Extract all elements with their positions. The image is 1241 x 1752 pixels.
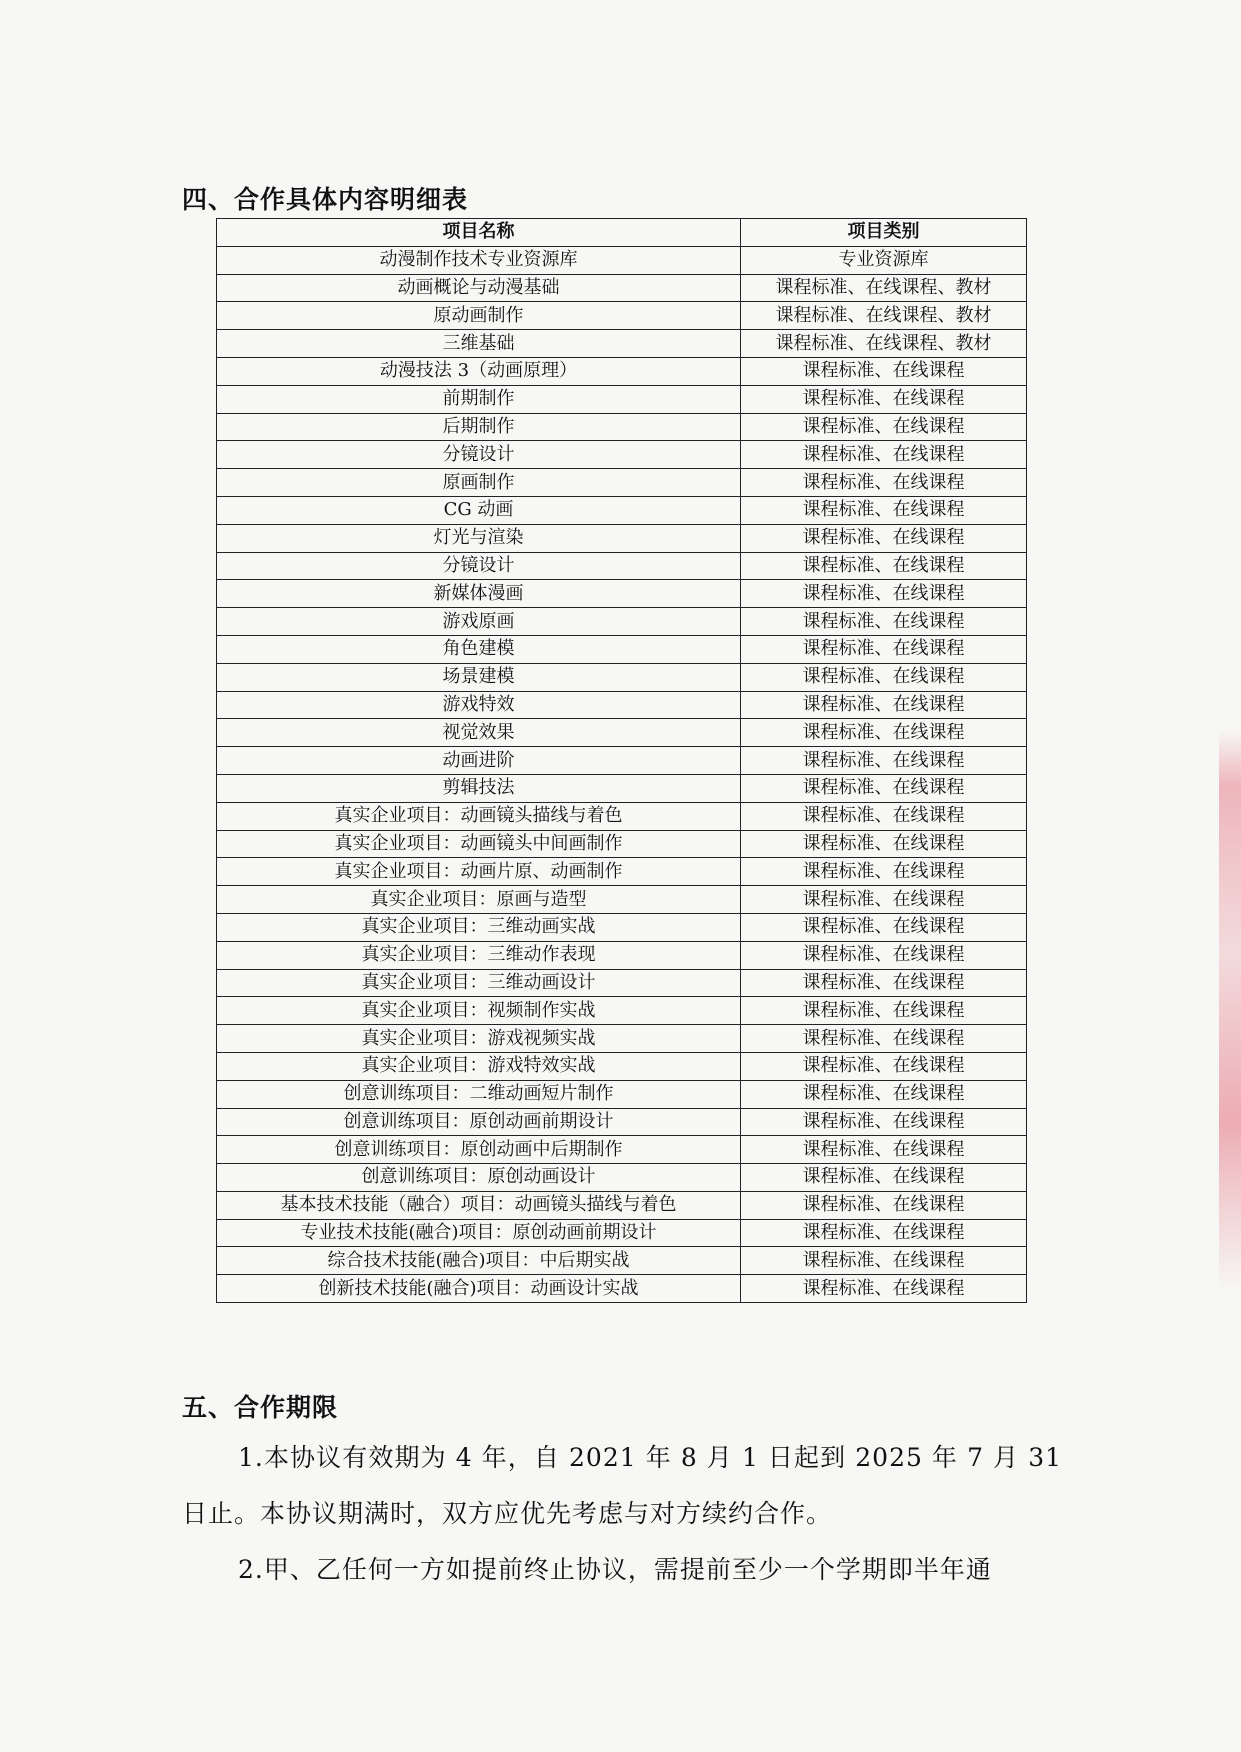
cell-project-name: 动画进阶 [217,747,741,775]
table-row [217,663,1027,691]
table-row [217,802,1027,830]
table-row [217,1275,1027,1303]
cell-project-name: 创意训练项目：原创动画设计 [217,1164,741,1192]
cell-project-category: 课程标准、在线课程 [741,441,1027,469]
table-row [217,302,1027,330]
cell-project-name: 基本技术技能（融合）项目：动画镜头描线与着色 [217,1191,741,1219]
cell-project-category: 课程标准、在线课程 [741,913,1027,941]
cell-project-category: 课程标准、在线课程 [741,608,1027,636]
cell-project-name: 创新技术技能(融合)项目：动画设计实战 [217,1275,741,1303]
cell-project-category: 课程标准、在线课程 [741,969,1027,997]
cell-project-name: 综合技术技能(融合)项目：中后期实战 [217,1247,741,1275]
cell-project-category: 课程标准、在线课程 [741,385,1027,413]
table-row [217,719,1027,747]
cell-project-name: 动漫技法 3（动画原理） [217,357,741,385]
table-row [217,274,1027,302]
cell-project-category: 课程标准、在线课程 [741,524,1027,552]
cell-project-name: 三维基础 [217,330,741,358]
table-row [217,608,1027,636]
table-row [217,830,1027,858]
cell-project-category: 课程标准、在线课程 [741,469,1027,497]
cell-project-category: 课程标准、在线课程 [741,580,1027,608]
table-row [217,969,1027,997]
table-row [217,1080,1027,1108]
cell-project-name: 分镜设计 [217,552,741,580]
cell-project-category: 课程标准、在线课程 [741,1025,1027,1053]
cell-project-category: 课程标准、在线课程 [741,413,1027,441]
cell-project-category: 课程标准、在线课程 [741,635,1027,663]
cell-project-name: 前期制作 [217,385,741,413]
cell-project-name: 真实企业项目：三维动作表现 [217,941,741,969]
table-row [217,1247,1027,1275]
cell-project-name: 动漫制作技术专业资源库 [217,246,741,274]
table-row [217,1191,1027,1219]
table-row [217,997,1027,1025]
cell-project-category: 课程标准、在线课程 [741,1219,1027,1247]
cell-project-name: 真实企业项目：游戏视频实战 [217,1025,741,1053]
table-row [217,1025,1027,1053]
cell-project-category: 课程标准、在线课程 [741,1108,1027,1136]
cell-project-name: 场景建模 [217,663,741,691]
table-row [217,941,1027,969]
cell-project-category: 课程标准、在线课程 [741,830,1027,858]
cell-project-name: 真实企业项目：动画镜头描线与着色 [217,802,741,830]
cell-project-category: 课程标准、在线课程 [741,1136,1027,1164]
table-row [217,496,1027,524]
cell-project-category: 课程标准、在线课程 [741,886,1027,914]
table-row [217,330,1027,358]
cell-project-name: 原动画制作 [217,302,741,330]
table-row [217,441,1027,469]
table-row [217,635,1027,663]
cell-project-category: 课程标准、在线课程、教材 [741,330,1027,358]
cell-project-name: 真实企业项目：三维动画实战 [217,913,741,941]
cell-project-name: 真实企业项目：动画片原、动画制作 [217,858,741,886]
table-row [217,858,1027,886]
paragraph-term: 1.本协议有效期为 4 年，自 2021 年 8 月 1 日起到 2025 年 7 月 31 日止。本协议期满时，双方应优先考虑与对方续约合作。 [182,1443,1062,1528]
header-project-name: 项目名称 [217,219,741,247]
table-row [217,246,1027,274]
cell-project-category: 课程标准、在线课程 [741,663,1027,691]
table-row [217,913,1027,941]
section-heading-5: 五、合作期限 [182,1393,339,1422]
cell-project-category: 课程标准、在线课程 [741,941,1027,969]
cell-project-name: 视觉效果 [217,719,741,747]
paragraph-termination: 2.甲、乙任何一方如提前终止协议，需提前至少一个学期即半年通 [238,1555,992,1584]
table-row [217,1219,1027,1247]
cooperation-detail-table [216,218,1027,1303]
cell-project-category: 课程标准、在线课程 [741,774,1027,802]
cell-project-name: 创意训练项目：原创动画前期设计 [217,1108,741,1136]
table-row [217,886,1027,914]
cell-project-category: 课程标准、在线课程 [741,552,1027,580]
table-row [217,691,1027,719]
table-row [217,385,1027,413]
cell-project-category: 专业资源库 [741,246,1027,274]
cell-project-category: 课程标准、在线课程 [741,357,1027,385]
table-row [217,1136,1027,1164]
cell-project-category: 课程标准、在线课程 [741,858,1027,886]
cell-project-category: 课程标准、在线课程 [741,691,1027,719]
header-project-category: 项目类别 [741,219,1027,247]
cell-project-name: 专业技术技能(融合)项目：原创动画前期设计 [217,1219,741,1247]
table-row [217,524,1027,552]
table-row [217,580,1027,608]
table-row [217,1108,1027,1136]
cell-project-name: 真实企业项目：动画镜头中间画制作 [217,830,741,858]
cell-project-category: 课程标准、在线课程 [741,1052,1027,1080]
cell-project-name: 游戏特效 [217,691,741,719]
cell-project-name: 游戏原画 [217,608,741,636]
table-row [217,1164,1027,1192]
cell-project-category: 课程标准、在线课程 [741,1247,1027,1275]
cell-project-name: 分镜设计 [217,441,741,469]
cell-project-category: 课程标准、在线课程 [741,1164,1027,1192]
cell-project-category: 课程标准、在线课程 [741,496,1027,524]
cell-project-name: 真实企业项目：视频制作实战 [217,997,741,1025]
cell-project-name: 原画制作 [217,469,741,497]
cell-project-category: 课程标准、在线课程、教材 [741,274,1027,302]
cell-project-name: 角色建模 [217,635,741,663]
cell-project-category: 课程标准、在线课程 [741,997,1027,1025]
cell-project-name: 后期制作 [217,413,741,441]
cell-project-category: 课程标准、在线课程 [741,719,1027,747]
table-header-row [217,219,1027,247]
cell-project-name: 灯光与渲染 [217,524,741,552]
cell-project-category: 课程标准、在线课程 [741,1275,1027,1303]
cell-project-name: 真实企业项目：原画与造型 [217,886,741,914]
cell-project-category: 课程标准、在线课程 [741,747,1027,775]
table-row [217,469,1027,497]
table-row [217,774,1027,802]
cell-project-name: 创意训练项目：二维动画短片制作 [217,1080,741,1108]
red-seal-edge [1219,730,1241,1290]
table-row [217,747,1027,775]
table-row [217,552,1027,580]
cell-project-category: 课程标准、在线课程、教材 [741,302,1027,330]
cell-project-name: 真实企业项目：三维动画设计 [217,969,741,997]
table-row [217,413,1027,441]
cell-project-category: 课程标准、在线课程 [741,802,1027,830]
cell-project-name: 剪辑技法 [217,774,741,802]
cell-project-name: 动画概论与动漫基础 [217,274,741,302]
section-heading-4: 四、合作具体内容明细表 [182,185,469,214]
cell-project-name: CG 动画 [217,496,741,524]
cell-project-category: 课程标准、在线课程 [741,1191,1027,1219]
table-body [217,246,1027,1302]
cell-project-name: 新媒体漫画 [217,580,741,608]
cell-project-name: 创意训练项目：原创动画中后期制作 [217,1136,741,1164]
cell-project-category: 课程标准、在线课程 [741,1080,1027,1108]
table-row [217,357,1027,385]
table-row [217,1052,1027,1080]
cell-project-name: 真实企业项目：游戏特效实战 [217,1052,741,1080]
